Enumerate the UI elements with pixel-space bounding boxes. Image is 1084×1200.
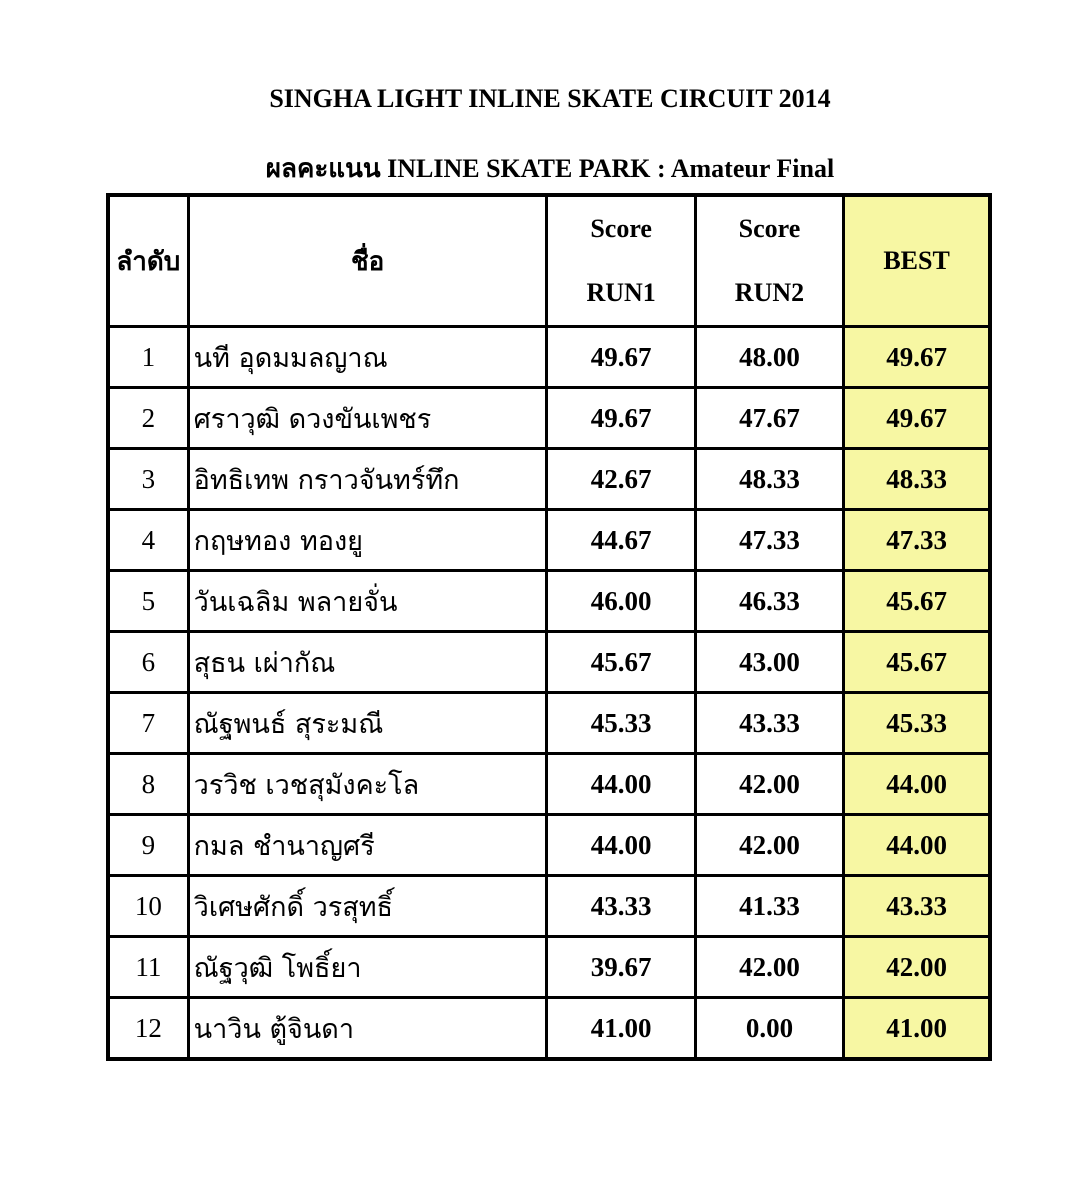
run1-score-cell: 44.00 bbox=[547, 815, 695, 876]
name-cell: อิทธิเทพ กราวจันทร์ทึก bbox=[188, 449, 547, 510]
header-name bbox=[188, 195, 547, 327]
run1-score-cell: 44.00 bbox=[547, 754, 695, 815]
run2-score-cell: 41.33 bbox=[695, 876, 843, 937]
best-score-cell: 48.33 bbox=[844, 449, 990, 510]
table-row bbox=[108, 571, 990, 632]
header-run1-line1: Score bbox=[590, 214, 652, 243]
rank-cell: 9 bbox=[108, 815, 188, 876]
run2-score-cell: 43.00 bbox=[695, 632, 843, 693]
rank-cell: 10 bbox=[108, 876, 188, 937]
results-table-header bbox=[108, 195, 990, 327]
table-row bbox=[108, 815, 990, 876]
best-score-cell: 47.33 bbox=[844, 510, 990, 571]
rank-cell: 2 bbox=[108, 388, 188, 449]
table-row bbox=[108, 876, 990, 937]
run2-score-cell: 43.33 bbox=[695, 693, 843, 754]
name-cell: กมล ชำนาญศรี bbox=[188, 815, 547, 876]
header-run1 bbox=[547, 195, 695, 327]
run2-score-cell: 42.00 bbox=[695, 937, 843, 998]
table-row bbox=[108, 327, 990, 388]
name-cell: สุธน เผ่ากัณ bbox=[188, 632, 547, 693]
run1-score-cell: 45.67 bbox=[547, 632, 695, 693]
best-score-cell: 49.67 bbox=[844, 388, 990, 449]
rank-cell: 5 bbox=[108, 571, 188, 632]
header-rank-label: ลำดับ bbox=[116, 246, 181, 276]
header-best-label: BEST bbox=[883, 246, 950, 275]
run1-score-cell: 49.67 bbox=[547, 388, 695, 449]
name-cell: นาวิน ตู้จินดา bbox=[188, 998, 547, 1060]
table-row bbox=[108, 632, 990, 693]
best-score-cell: 44.00 bbox=[844, 754, 990, 815]
table-row bbox=[108, 510, 990, 571]
name-cell: ณัฐพนธ์ สุระมณี bbox=[188, 693, 547, 754]
run1-score-cell: 45.33 bbox=[547, 693, 695, 754]
run2-score-cell: 46.33 bbox=[695, 571, 843, 632]
name-cell: วันเฉลิม พลายจั่น bbox=[188, 571, 547, 632]
document-title: SINGHA LIGHT INLINE SKATE CIRCUIT 2014 bbox=[269, 84, 831, 113]
table-row bbox=[108, 693, 990, 754]
rank-cell: 12 bbox=[108, 998, 188, 1060]
rank-cell: 11 bbox=[108, 937, 188, 998]
best-score-cell: 42.00 bbox=[844, 937, 990, 998]
best-score-cell: 45.33 bbox=[844, 693, 990, 754]
table-row bbox=[108, 998, 990, 1060]
header-run2 bbox=[695, 195, 843, 327]
run1-score-cell: 42.67 bbox=[547, 449, 695, 510]
name-cell: กฤษทอง ทองยู bbox=[188, 510, 547, 571]
header-run1-line2: RUN1 bbox=[586, 278, 656, 307]
run1-score-cell: 41.00 bbox=[547, 998, 695, 1060]
best-score-cell: 44.00 bbox=[844, 815, 990, 876]
run2-score-cell: 48.33 bbox=[695, 449, 843, 510]
run1-score-cell: 49.67 bbox=[547, 327, 695, 388]
rank-cell: 1 bbox=[108, 327, 188, 388]
run1-score-cell: 39.67 bbox=[547, 937, 695, 998]
table-row bbox=[108, 937, 990, 998]
results-table bbox=[106, 193, 992, 1061]
header-best bbox=[844, 195, 990, 327]
run2-score-cell: 47.67 bbox=[695, 388, 843, 449]
name-cell: นที อุดมมลญาณ bbox=[188, 327, 547, 388]
table-row bbox=[108, 449, 990, 510]
run1-score-cell: 44.67 bbox=[547, 510, 695, 571]
header-rank bbox=[108, 195, 188, 327]
table-row bbox=[108, 754, 990, 815]
rank-cell: 3 bbox=[108, 449, 188, 510]
rank-cell: 6 bbox=[108, 632, 188, 693]
best-score-cell: 45.67 bbox=[844, 632, 990, 693]
best-score-cell: 43.33 bbox=[844, 876, 990, 937]
run1-score-cell: 46.00 bbox=[547, 571, 695, 632]
run2-score-cell: 47.33 bbox=[695, 510, 843, 571]
run2-score-cell: 0.00 bbox=[695, 998, 843, 1060]
results-table-body bbox=[108, 327, 990, 1060]
table-row bbox=[108, 388, 990, 449]
name-cell: ณัฐวุฒิ โพธิ์ยา bbox=[188, 937, 547, 998]
document-subtitle: ผลคะแนน INLINE SKATE PARK : Amateur Final bbox=[265, 154, 835, 183]
header-row bbox=[108, 195, 990, 327]
header-run2-line2: RUN2 bbox=[734, 278, 805, 307]
run1-score-cell: 43.33 bbox=[547, 876, 695, 937]
best-score-cell: 49.67 bbox=[844, 327, 990, 388]
rank-cell: 4 bbox=[108, 510, 188, 571]
name-cell: วรวิช เวชสุมังคะโล bbox=[188, 754, 547, 815]
header-name-label: ชื่อ bbox=[350, 246, 385, 276]
best-score-cell: 41.00 bbox=[844, 998, 990, 1060]
run2-score-cell: 42.00 bbox=[695, 815, 843, 876]
best-score-cell: 45.67 bbox=[844, 571, 990, 632]
header-run2-line1: Score bbox=[738, 214, 801, 243]
name-cell: ศราวุฒิ ดวงขันเพชร bbox=[188, 388, 547, 449]
run2-score-cell: 42.00 bbox=[695, 754, 843, 815]
name-cell: วิเศษศักดิ์ วรสุทธิ์ bbox=[188, 876, 547, 937]
rank-cell: 7 bbox=[108, 693, 188, 754]
run2-score-cell: 48.00 bbox=[695, 327, 843, 388]
rank-cell: 8 bbox=[108, 754, 188, 815]
